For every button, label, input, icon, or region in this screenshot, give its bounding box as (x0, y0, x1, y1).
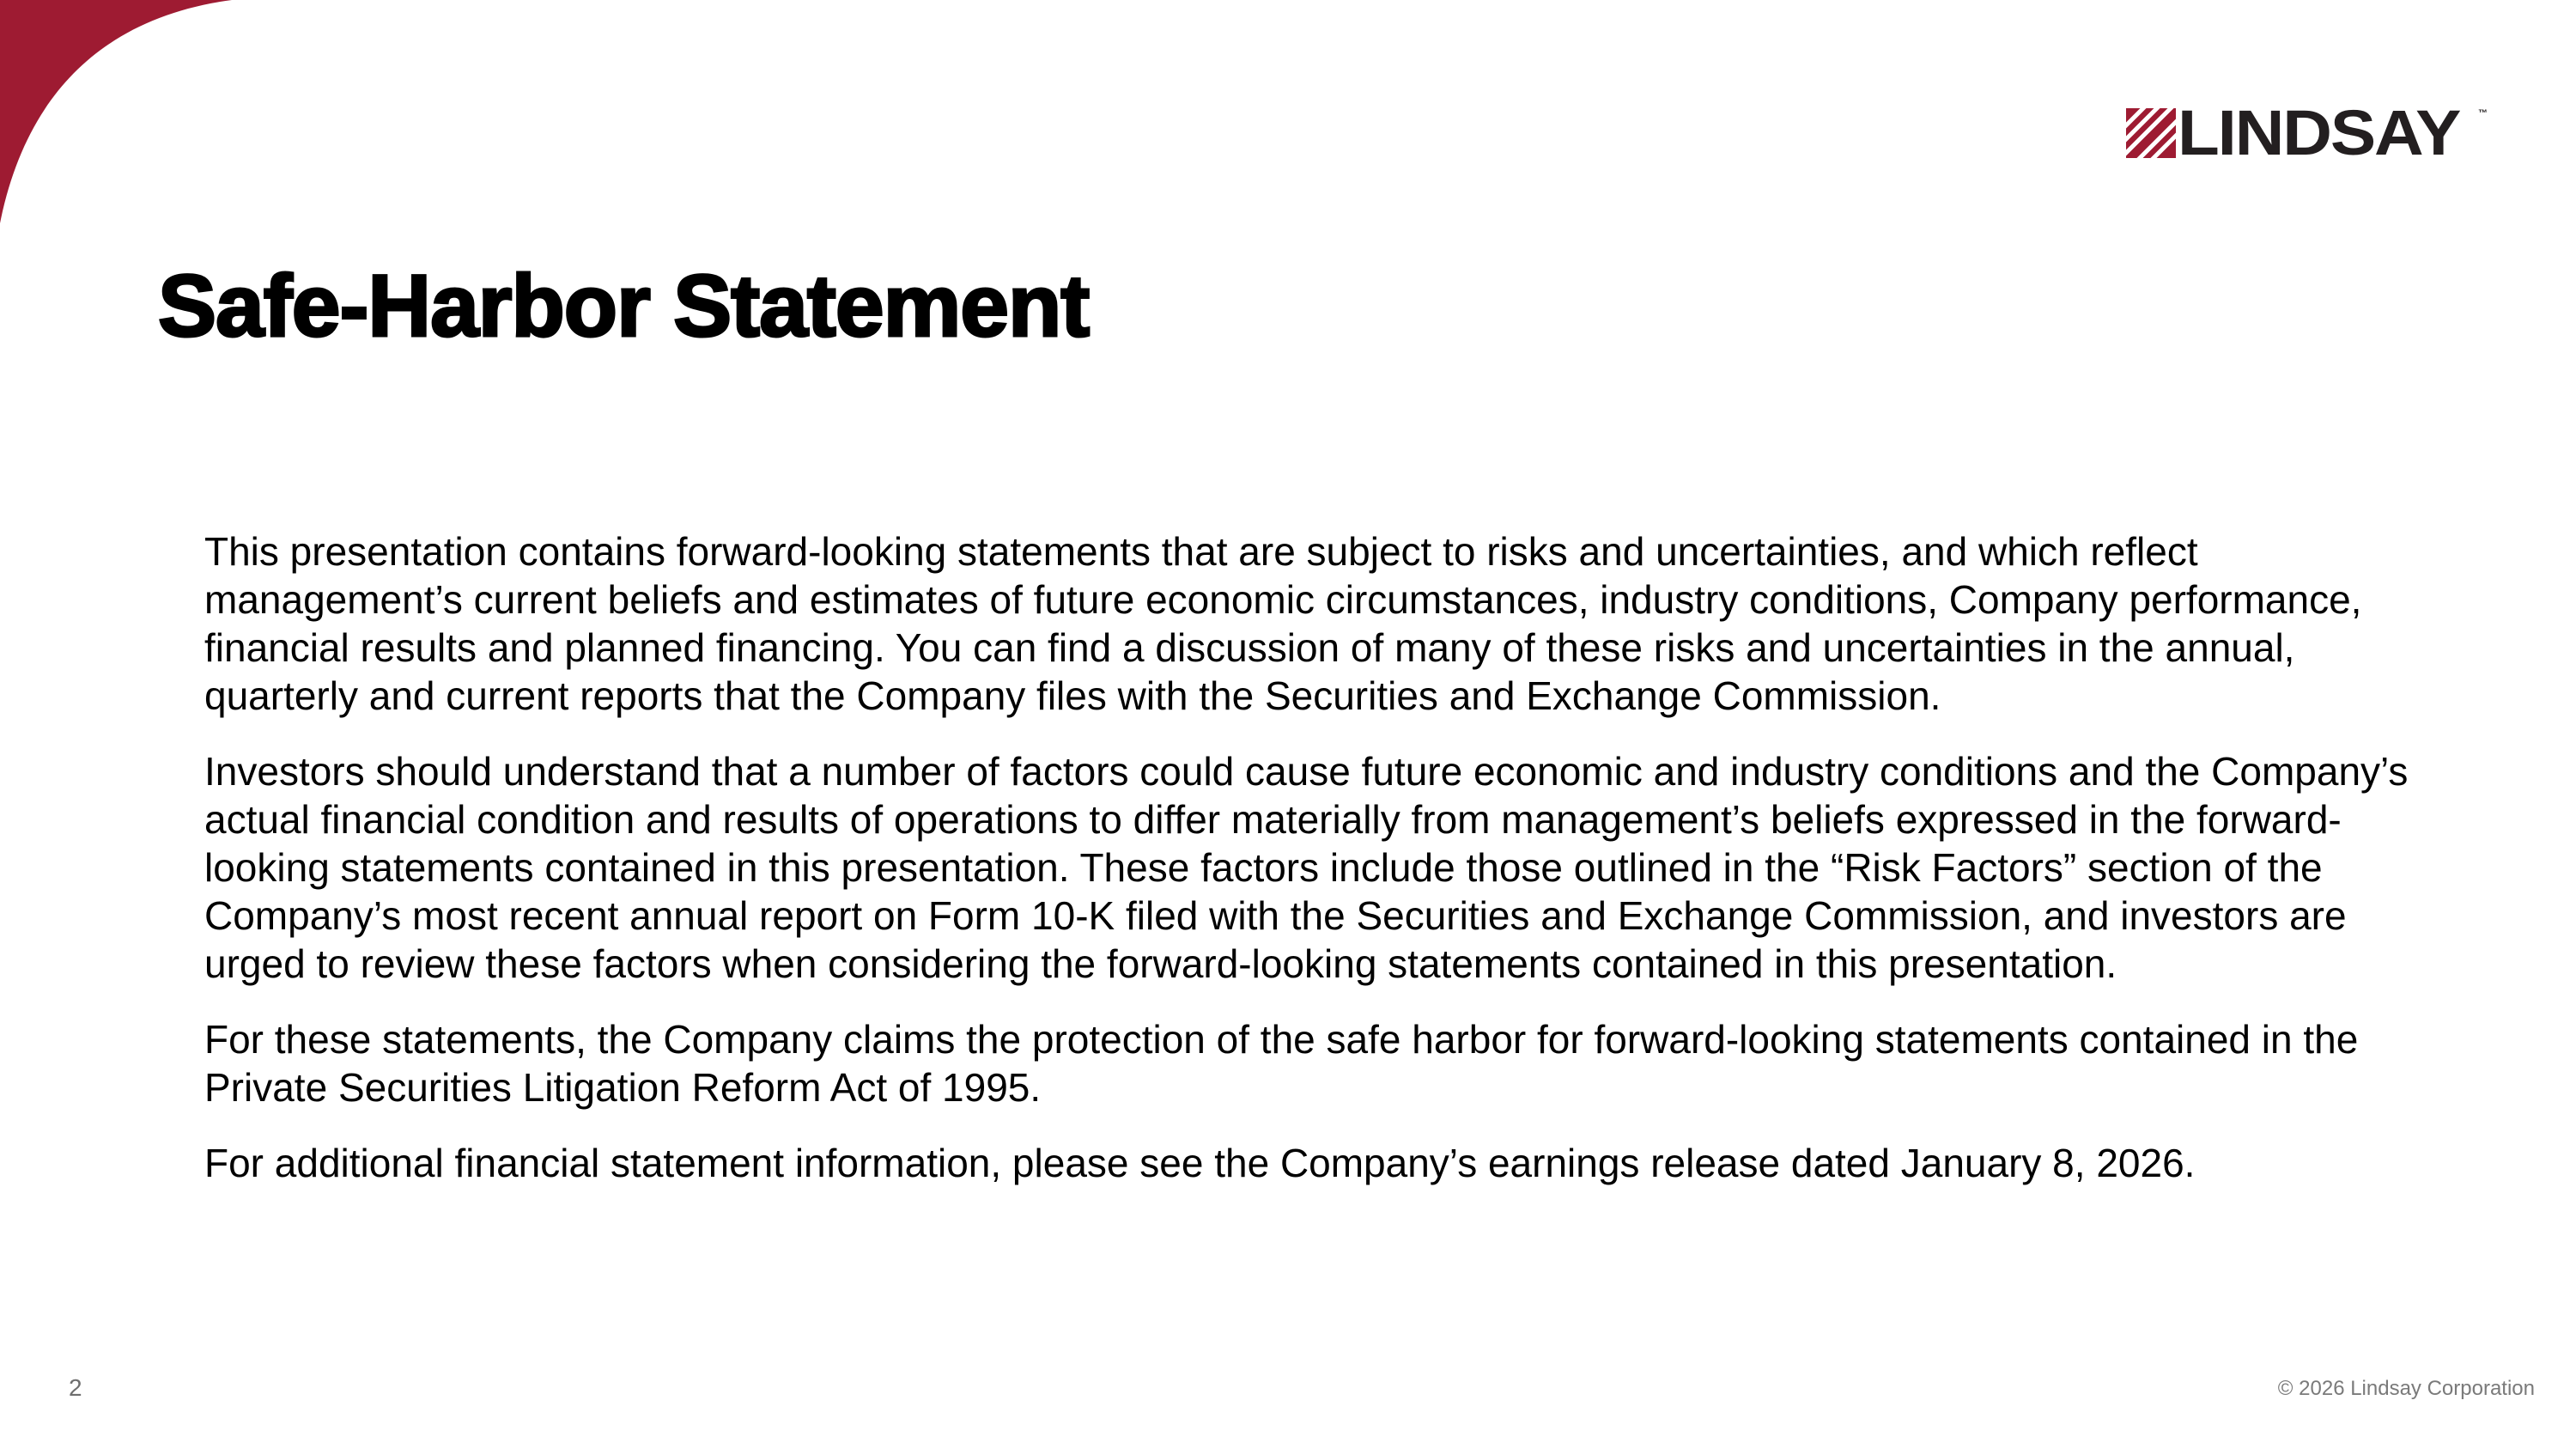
copyright-notice: © 2026 Lindsay Corporation (2277, 1377, 2535, 1400)
company-logo (2126, 97, 2488, 168)
paragraph-earnings-release: For additional financial statement information, please see the Company’s earnings release dated January 8, 2026. (204, 1141, 2196, 1185)
logo-wordmark: LINDSAY (2178, 97, 2460, 168)
page-title: Safe-Harbor Statement (158, 257, 1090, 355)
page-number: 2 (69, 1374, 82, 1401)
paragraph-investors: Investors should understand that a number of factors could cause future economic and industry conditions and the Company’s actual financial condition and results of operations to differ materially from management’s beliefs expressed in the forward-looking statements contained in this presentation. These factors include those outlined in the “Risk Factors” section of the Company’s most recent annual report on Form 10-K filed with the Securities and Exchange Commission, and investors are urged to review these factors when considering the forward-looking statements contained in this presentation. (204, 749, 2409, 986)
paragraph-safe-harbor: For these statements, the Company claims the protection of the safe harbor for forward-looking statements contained in the Private Securities Litigation Reform Act of 1995. (204, 1017, 2359, 1110)
logo-trademark: ™ (2478, 108, 2488, 119)
paragraph-risks: This presentation contains forward-looking statements that are subject to risks and uncertainties, and which reflect management’s current beliefs and estimates of future economic circumstances, industry conditions, Company performance, financial results and planned financing. You can find a discussion of many of these risks and uncertainties in the annual, quarterly and current reports that the Company files with the Securities and Exchange Commission. (204, 529, 2362, 718)
safe-harbor-body (204, 527, 2454, 1215)
lindsay-stripes-icon (2126, 108, 2176, 158)
corner-arc-decoration (0, 0, 232, 223)
